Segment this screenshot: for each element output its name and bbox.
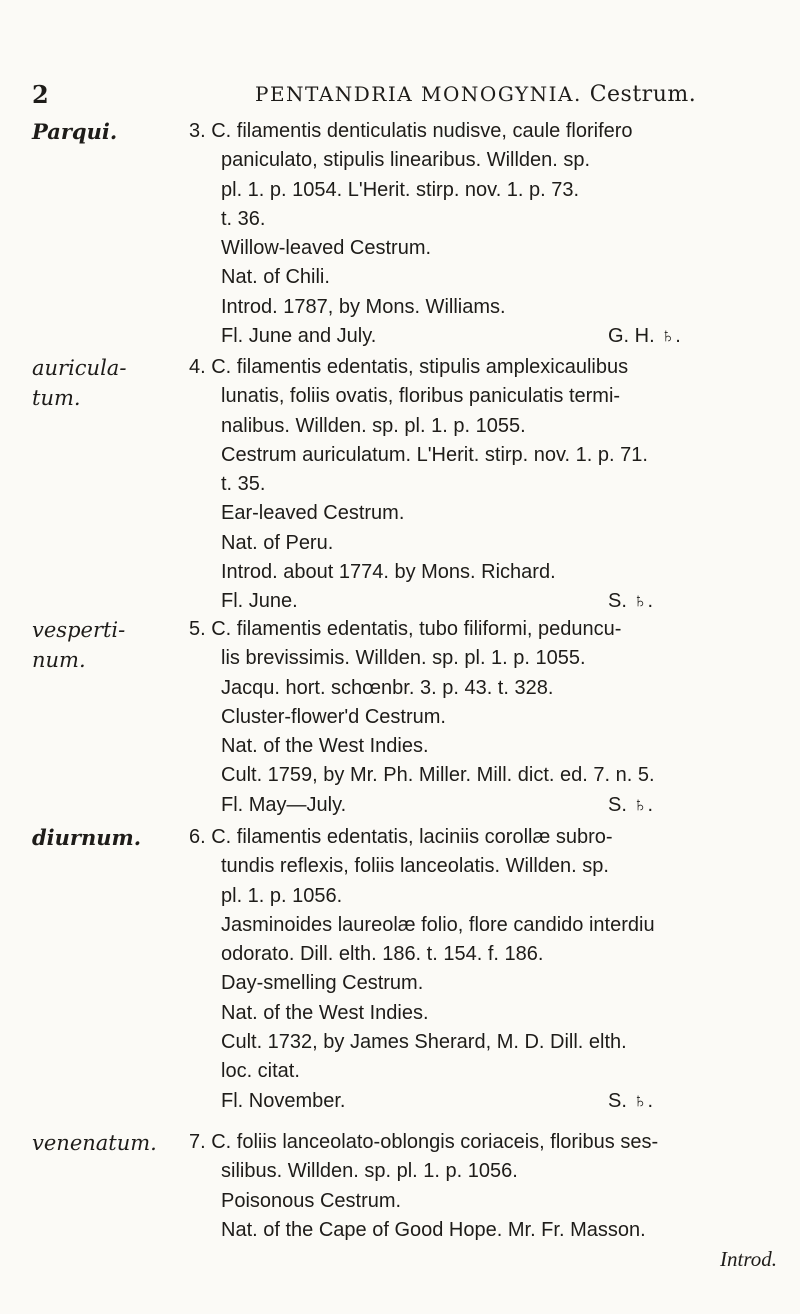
entry-line: Introd. 1787, by Mons. Williams. [221,295,506,318]
entry-body [189,117,789,351]
entry-line: lis brevissimis. Willden. sp. pl. 1. p. 1055. [221,647,586,670]
entry-line: tundis reflexis, foliis lanceolatis. Willden. sp. [221,855,609,878]
entry-line: odorato. Dill. elth. 186. t. 154. f. 186. [221,943,544,966]
entry-line: 7. C. foliis lanceolato-oblongis coriaceis, floribus ses- [189,1131,659,1153]
entry-line: Nat. of the West Indies. [221,735,429,758]
running-genus: Cestrum. [589,82,697,107]
entry-line: lunatis, foliis ovatis, floribus paniculatis termi- [221,385,621,408]
entry-line: 6. C. filamentis edentatis, laciniis corollæ subro- [189,826,613,848]
flowering-time: Fl. June and July. [221,325,377,348]
habitat-code: G. H. ♄. [608,325,681,348]
entry-line: Nat. of Peru. [221,531,334,554]
entry-line: Introd. about 1774. by Mons. Richard. [221,561,556,584]
entry-line: Willow-leaved Cestrum. [221,237,432,260]
entry-line: Cestrum auriculatum. L'Herit. stirp. nov. 1. p. 71. [221,443,648,466]
catchword-text: Introd. [720,1247,777,1272]
entry-line: loc. citat. [221,1060,300,1083]
entry-line: paniculato, stipulis linearibus. Willden. sp. [221,149,591,172]
species-epithet: diurnum. [32,825,142,850]
entry-line: silibus. Willden. sp. pl. 1. p. 1056. [221,1160,518,1183]
entry-line: Cult. 1759, by Mr. Ph. Miller. Mill. dict. ed. 7. n. 5. [221,764,655,787]
flowering-line [189,587,789,616]
flowering-time: Fl. June. [221,590,298,613]
entry-body [189,353,789,617]
species-epithet: vesperti- num. [32,618,126,672]
species-epithet: auricula- tum. [32,356,127,410]
page-header [0,80,800,110]
running-title-text: PENTANDRIA MONOGYNIA. [255,82,582,106]
species-epithet: venenatum. [32,1131,157,1155]
flowering-line [189,322,789,351]
entry-line: nalibus. Willden. sp. pl. 1. p. 1055. [221,414,526,437]
entry-line: Nat. of the Cape of Good Hope. Mr. Fr. Masson. [221,1218,646,1241]
entry-line: pl. 1. p. 1056. [221,884,343,907]
entry-line: 5. C. filamentis edentatis, tubo filiformi, peduncu- [189,618,622,640]
catchword [189,1245,789,1275]
flowering-time: Fl. May—July. [221,793,347,816]
entry-line: 4. C. filamentis edentatis, stipulis amplexicaulibus [189,356,629,378]
running-title [255,82,696,107]
entry-body [189,823,789,1116]
habitat-code: S. ♄. [608,793,654,816]
entry-line: Nat. of the West Indies. [221,1001,429,1024]
entry-body [189,1128,789,1275]
species-epithet: Parqui. [32,119,118,144]
entry-line: t. 35. [221,473,266,496]
entry-line: t. 36. [221,207,266,230]
entry-line: Nat. of Chili. [221,266,330,289]
flowering-line [189,1087,789,1116]
entry-line: Poisonous Cestrum. [221,1189,402,1212]
entry-body [189,615,789,820]
entry-line: Jacqu. hort. schœnbr. 3. p. 43. t. 328. [221,676,554,699]
flowering-line [189,791,789,820]
entry-line: Day-smelling Cestrum. [221,972,424,995]
entry-line: Ear-leaved Cestrum. [221,502,405,525]
habitat-code: S. ♄. [608,590,654,613]
entry-line: pl. 1. p. 1054. L'Herit. stirp. nov. 1. p. 73. [221,178,580,201]
entry-line: Cluster-flower'd Cestrum. [221,705,446,728]
entry-line: Jasminoides laureolæ folio, flore candido interdiu [221,913,655,936]
entry-line: 3. C. filamentis denticulatis nudisve, caule florifero [189,120,633,142]
page-number: 2 [32,80,49,109]
flowering-time: Fl. November. [221,1089,346,1112]
entry-line: Cult. 1732, by James Sherard, M. D. Dill. elth. [221,1031,627,1054]
habitat-code: S. ♄. [608,1089,654,1112]
